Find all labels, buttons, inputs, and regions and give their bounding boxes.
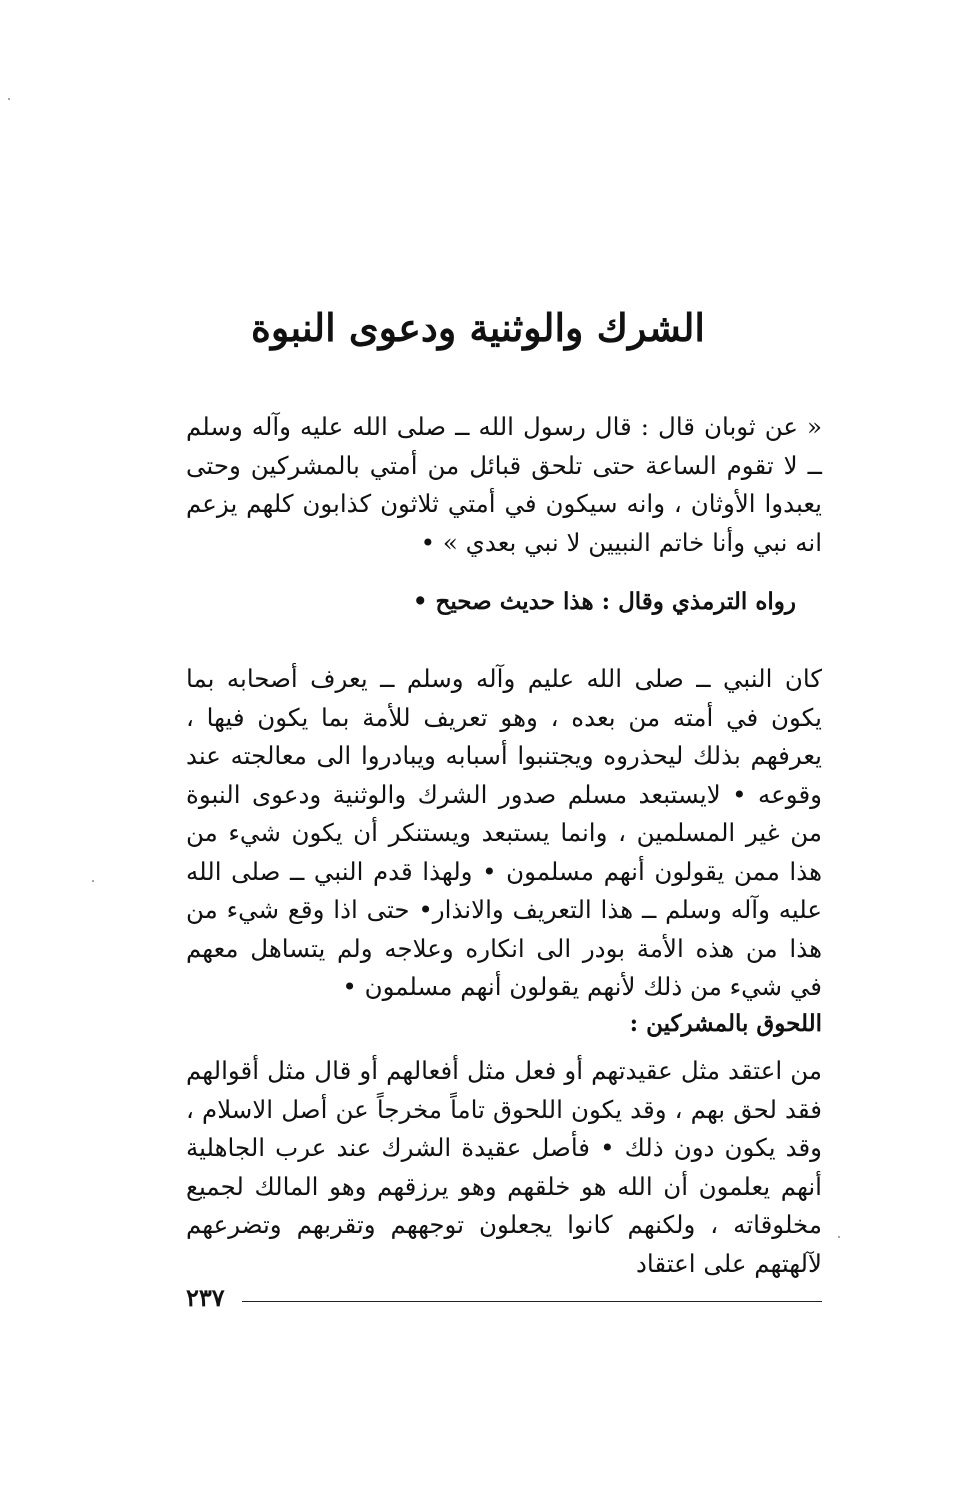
hadith-source: رواه الترمذي وقال : هذا حديث صحيح • — [412, 588, 796, 615]
hadith-quote: « عن ثوبان قال : قال رسول الله ــ صلى الله عليه وآله وسلم ــ لا تقوم الساعة حتى تلحق قبائل من أمتي بالمشركين وحتى يعبدوا الأوثان ، وانه سيكون في أمتي ثلاثون كذابون كلهم يزعم انه نبي وأنا خاتم النبيين لا نبي بعدي » • — [186, 412, 822, 557]
section-subheading: اللحوق بالمشركين : — [629, 1010, 822, 1037]
page-footer — [186, 1280, 822, 1316]
page-number: ٢٣٧ — [186, 1283, 225, 1312]
scan-speck — [8, 98, 10, 100]
chapter-title: الشرك والوثنية ودعوى النبوة — [251, 305, 705, 350]
body-paragraph-1: كان النبي ــ صلى الله عليم وآله وسلم ــ يعرف أصحابه بما يكون في أمته من بعده ، وهو تعريف للأمة بما يكون فيها ، يعرفهم بذلك ليحذروه ويجتنبوا أسبابه ويبادروا الى معالجته عند وقوعه • لايستبعد مسلم صدور الشرك والوثنية ودعوى النبوة من غير المسلمين ، وانما يستبعد ويستنكر أن يكون شيء من هذا ممن يقولون أنهم مسلمون • ولهذا قدم النبي ــ صلى الله عليه وآله وسلم ــ هذا التعريف والانذار• حتى اذا وقع شيء من هذا من هذه الأمة بودر الى انكاره وعلاجه ولم يتساهل معهم في شيء من ذلك لأنهم يقولون أنهم مسلمون • — [186, 664, 822, 1001]
body-paragraph-2: من اعتقد مثل عقيدتهم أو فعل مثل أفعالهم أو قال مثل أقوالهم فقد لحق بهم ، وقد يكون اللحوق تاماً مخرجاً عن أصل الاسلام ، وقد يكون دون ذلك • فأصل عقيدة الشرك عند عرب الجاهلية أنهم يعلمون أن الله هو خلقهم وهو يرزقهم وهو المالك لجميع مخلوقاته ، ولكنهم كانوا يجعلون توجههم وتقربهم وتضرعهم لآلهتهم على اعتقاد — [186, 1056, 822, 1278]
footer-rule — [242, 1301, 822, 1302]
scan-speck — [92, 880, 94, 882]
scan-speck — [838, 1236, 840, 1238]
